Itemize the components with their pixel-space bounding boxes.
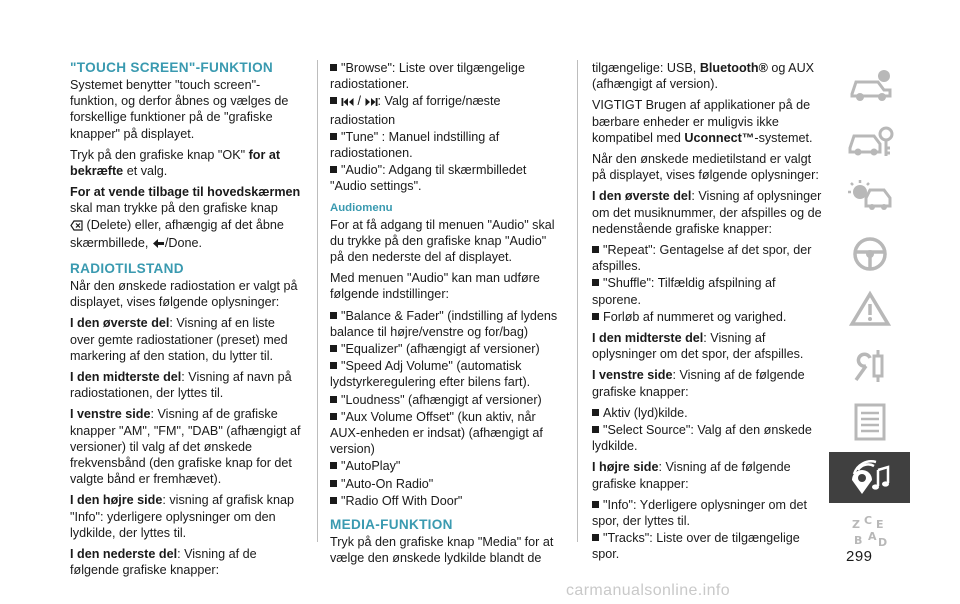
- index-letter: C: [863, 513, 872, 527]
- tab-lights[interactable]: [829, 172, 910, 223]
- index-letter: B: [853, 533, 862, 547]
- paragraph: Når den ønskede medietilstand er valgt på displayet, vises følgende oplysninger:: [592, 152, 819, 183]
- service-tools-icon: [844, 346, 896, 386]
- bullet-square: [330, 396, 337, 403]
- list-item: "Select Source": Valg af den ønskede lydkilde.: [592, 423, 812, 454]
- bullet-square: [330, 133, 337, 140]
- heading-touch-screen: "TOUCH SCREEN"-FUNKTION: [70, 60, 274, 75]
- bullet-square: [592, 426, 599, 433]
- paragraph: Tryk på den grafiske knap "OK" for at bekræfte et valg.: [70, 147, 281, 179]
- paragraph: Systemet benytter "touch screen"-funktion, og derfor åbnes og vælges de forskellige funktioner på de "grafiske knapper" på displayet.: [70, 78, 289, 141]
- bullet-square: [592, 313, 599, 320]
- list-item: "Equalizer" (afhængigt af versioner): [330, 341, 560, 357]
- column-3: [592, 60, 824, 564]
- bullet-square: [330, 497, 337, 504]
- bullet-square: [330, 166, 337, 173]
- bullet-square: [330, 413, 337, 420]
- list-item: "Repeat": Gentagelse af det spor, der afspilles.: [592, 243, 812, 274]
- paragraph: Når den ønskede radiostation er valgt på displayet, vises følgende oplysninger:: [70, 279, 298, 310]
- tab-service[interactable]: [829, 340, 910, 391]
- list-item: "Loudness" (afhængigt af versioner): [330, 392, 560, 408]
- delete-icon: [70, 219, 83, 235]
- tab-multimedia[interactable]: [829, 452, 910, 503]
- list-item: "Radio Off With Door": [330, 493, 560, 509]
- car-info-icon: [844, 66, 896, 106]
- paragraph: For at vende tilbage til hovedskærmen skal man trykke på den grafiske knap (Delete) eller, afhængig af det åbne skærmbillede, /Done.: [70, 184, 302, 253]
- list-item: "Aux Volume Offset" (kun aktiv, når AUX-enheden er indsat) (afhængigt af version): [330, 409, 543, 457]
- paragraph: I den øverste del: Visning af oplysninger om det musiknummer, der afspilles og de nedenstående grafiske knapper:: [592, 189, 822, 236]
- list-item: "AutoPlay": [330, 458, 560, 474]
- paragraph: I venstre side: Visning af de følgende grafiske knapper:: [592, 368, 805, 399]
- list-item: "Audio": Adgang til skærmbilledet "Audio settings".: [330, 163, 527, 194]
- bullet-square: [592, 246, 599, 253]
- tab-car-key[interactable]: [829, 116, 910, 167]
- column-2: [330, 60, 560, 571]
- bullet-square: [330, 64, 337, 71]
- skip-next-icon: [365, 95, 378, 111]
- tab-car-info[interactable]: [829, 60, 910, 111]
- specifications-list-icon: [844, 402, 896, 442]
- bullet-square: [592, 501, 599, 508]
- heading-radio-mode: RADIOTILSTAND: [70, 261, 184, 277]
- bullet-square: [330, 480, 337, 487]
- list-item: "Speed Adj Volume" (automatisk lydstyrkeregulering efter bilens fart).: [330, 359, 531, 390]
- tab-steering[interactable]: [829, 228, 910, 279]
- bullet-square: [330, 345, 337, 352]
- list-item: "Tracks": Liste over de tilgængelige spor.: [592, 531, 800, 562]
- paragraph: I den øverste del: Visning af en liste over gemte radiostationer (preset) med markering af den station, du lytter til.: [70, 316, 288, 363]
- paragraph: I højre side: Visning af de følgende grafiske knapper:: [592, 460, 791, 491]
- tab-emergency[interactable]: [829, 284, 910, 335]
- paragraph: tilgængelige: USB, Bluetooth® og AUX (afhængigt af version).: [592, 61, 815, 92]
- index-letter: E: [875, 517, 884, 531]
- bullet-square: [592, 409, 599, 416]
- paragraph: VIGTIGT Brugen af applikationer på de bærbare enheder er muligvis ikke kompatibel med Uconnect™-systemet.: [592, 98, 813, 145]
- bullet-square: [330, 312, 337, 319]
- list-item: / : Valg af forrige/næste radiostation: [330, 94, 501, 127]
- heading-media-mode: MEDIA-FUNKTION: [330, 517, 453, 533]
- list-item: "Auto-On Radio": [330, 476, 560, 492]
- tab-specifications[interactable]: [829, 396, 910, 447]
- list-item: Forløb af nummeret og varighed.: [592, 309, 824, 325]
- paragraph: I den midterste del: Visning af navn på radiostationen, der lyttes til.: [70, 370, 292, 401]
- list-item: "Info": Yderligere oplysninger om det spor, der lyttes til.: [592, 497, 808, 529]
- bullet-square: [330, 462, 337, 469]
- index-letter: D: [877, 535, 887, 549]
- paragraph: For at få adgang til menuen "Audio" skal du trykke på den grafiske knap "Audio" på den nederste del af displayet.: [330, 217, 555, 265]
- bullet-square: [330, 97, 337, 104]
- paragraph: I den midterste del: Visning af oplysninger om det spor, der afspilles.: [592, 331, 804, 362]
- paragraph: Tryk på den grafiske knap "Media" for at vælge den ønskede lydkilde blandt de: [330, 535, 554, 566]
- watermark: carmanualsonline.info: [566, 582, 731, 599]
- steering-wheel-icon: [844, 234, 896, 274]
- multimedia-icon: [844, 458, 896, 498]
- paragraph: I den højre side: visning af grafisk knap "Info": yderligere oplysninger om den lydkilde, der lyttes til.: [70, 493, 294, 540]
- column-divider: [577, 60, 578, 542]
- paragraph: I den nederste del: Visning af de følgende grafiske knapper:: [70, 547, 257, 578]
- subheading-audio-menu: Audiomenu: [330, 201, 393, 214]
- list-item: "Browse": Liste over tilgængelige radiostationer.: [330, 61, 525, 92]
- index-letter: A: [867, 529, 877, 543]
- paragraph: I venstre side: Visning af de grafiske knapper "AM", "FM", "DAB" (afhængigt af versioner) til valg af det ønskede frekvensbånd (den grafiske knap for det valgte bånd er fremhævet).: [70, 407, 301, 487]
- column-divider: [317, 60, 318, 542]
- paragraph: Med menuen "Audio" kan man udføre følgende indstillinger:: [330, 271, 540, 302]
- index-letter: Z: [851, 517, 860, 531]
- back-arrow-icon: [152, 237, 165, 253]
- car-key-icon: [844, 122, 896, 162]
- list-item: Aktiv (lyd)kilde.: [592, 405, 824, 421]
- bullet-square: [330, 362, 337, 369]
- page-number: 299: [846, 548, 873, 565]
- skip-previous-icon: [341, 95, 354, 111]
- warning-triangle-icon: [844, 290, 896, 330]
- list-item: "Shuffle": Tilfældig afspilning af sporene.: [592, 276, 776, 307]
- chapter-sidebar: [829, 60, 910, 564]
- bullet-square: [592, 534, 599, 541]
- bullet-square: [592, 279, 599, 286]
- list-item: "Tune" : Manuel indstilling af radiostationen.: [330, 129, 500, 161]
- column-1: [70, 60, 302, 583]
- light-icon: [844, 178, 896, 218]
- list-item: "Balance & Fader" (indstilling af lydens balance til højre/venstre og for/bag): [330, 308, 558, 339]
